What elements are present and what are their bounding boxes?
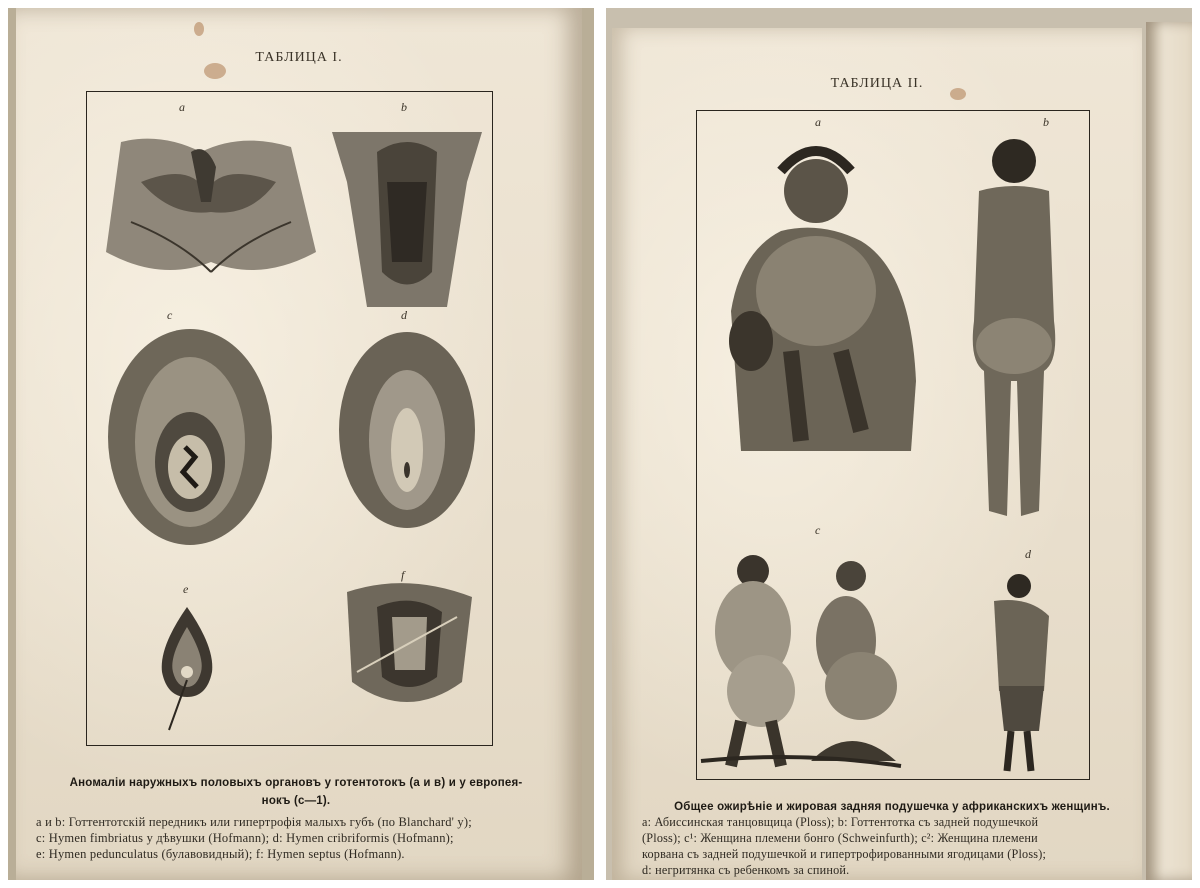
engraving-figure-e xyxy=(157,602,217,732)
right-page-photo xyxy=(606,8,1192,880)
caption-title-right: Общее ожирѣніе и жировая задняя подушечка у африканскихъ женщинъ. xyxy=(674,801,1110,813)
engraving-woman-with-child xyxy=(979,571,1069,776)
figure-letter-a: a xyxy=(815,115,821,129)
caption-title-left xyxy=(36,774,556,810)
caption-line: c: Hymen fimbriatus у дѣвушки (Hofmann); d: Hymen cribriformis (Hofmann); xyxy=(36,831,454,845)
left-book-page xyxy=(16,8,582,880)
paper-stain xyxy=(194,22,204,36)
figure-letter-f: f xyxy=(401,568,405,582)
engraving-figure-d xyxy=(337,330,477,530)
plate-title-left: ТАБЛИЦА I. xyxy=(255,50,343,65)
caption-body-left xyxy=(36,814,566,862)
caption-line: d: негритянка съ ребенкомъ за спиной. xyxy=(642,863,850,877)
plate-frame-right xyxy=(696,110,1090,780)
engraving-two-women xyxy=(701,551,901,771)
engraving-seated-dancer xyxy=(711,131,921,461)
figure-letter-d: d xyxy=(401,308,407,322)
caption-line: корвана съ задней подушечкой и гипертрофированными ягодицами (Ploss); xyxy=(642,847,1047,861)
plate-frame-left xyxy=(86,91,493,746)
engraving-figure-b xyxy=(327,122,487,312)
caption-body-right xyxy=(642,814,1142,878)
caption-line: a: Абиссинская танцовщица (Ploss); b: Готтентотка съ задней подушечкой xyxy=(642,815,1039,829)
adjacent-page-edge xyxy=(1146,22,1192,880)
figure-letter-c: c xyxy=(167,308,173,322)
plate-title-right: ТАБЛИЦА II. xyxy=(830,76,924,91)
caption-line: e: Hymen pedunculatus (булавовидный); f: Hymen septus (Hofmann). xyxy=(36,847,405,861)
caption-line: a и b: Готтентотскій передникъ или гипертрофія малыхъ губъ (по Blanchard' у); xyxy=(36,815,472,829)
figure-letter-e: e xyxy=(183,582,189,596)
left-page-photo xyxy=(8,8,594,880)
engraving-standing-woman xyxy=(959,131,1069,531)
caption-title-left-line1: Аномаліи наружныхъ половыхъ органовъ у готентотокъ (а и в) и у европея- xyxy=(69,777,523,789)
engraving-figure-a xyxy=(101,122,321,282)
right-book-page xyxy=(612,28,1142,880)
figure-letter-b: b xyxy=(1043,115,1049,129)
figure-letter-b: b xyxy=(401,100,407,114)
figure-letter-d: d xyxy=(1025,547,1031,561)
engraving-figure-c xyxy=(105,327,275,547)
figure-letter-c: c xyxy=(815,523,821,537)
figure-letter-a: a xyxy=(179,100,185,114)
caption-line: (Ploss); c¹: Женщина племени бонго (Schweinfurth); c²: Женщина племени xyxy=(642,831,1038,845)
engraving-figure-f xyxy=(337,572,477,722)
caption-title-left-line2: нокъ (с—1). xyxy=(261,795,331,807)
